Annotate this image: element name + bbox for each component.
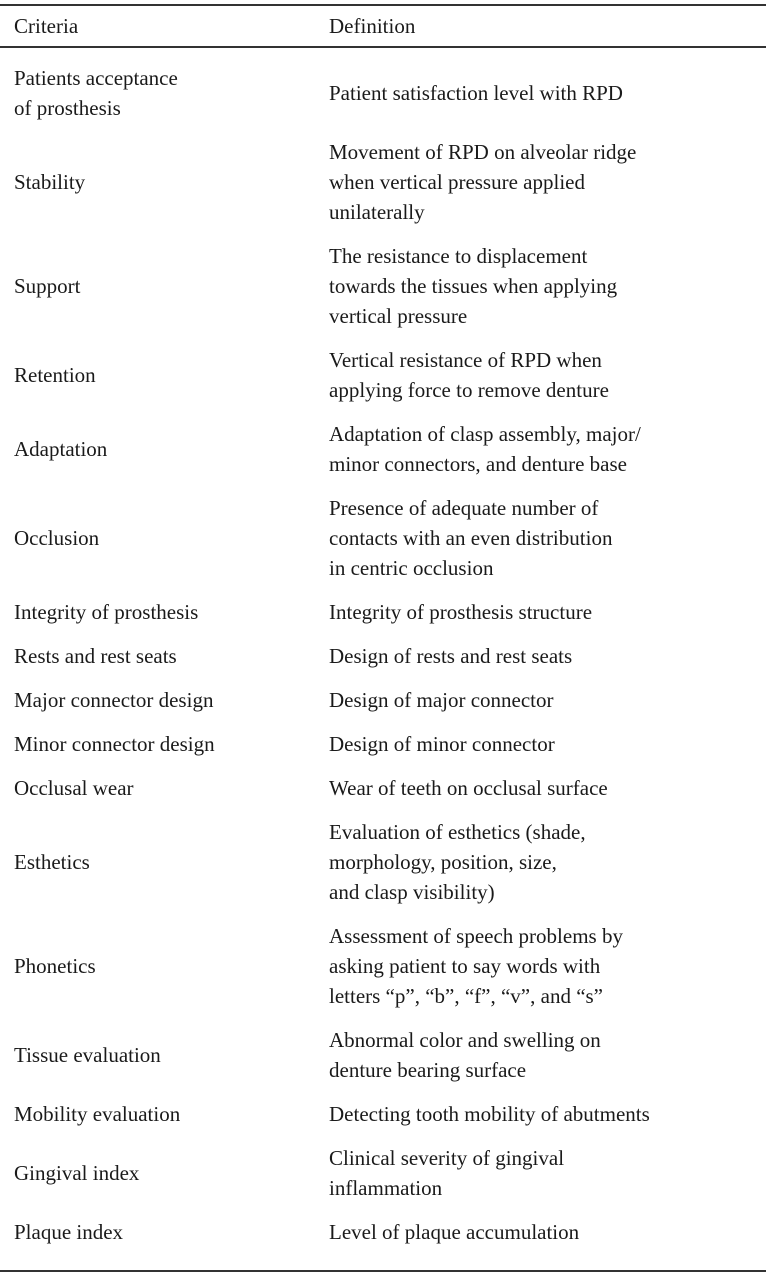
definition-line: inflammation	[329, 1176, 443, 1200]
definition-line: and clasp visibility)	[329, 880, 495, 904]
definition-line: Clinical severity of gingival	[329, 1146, 565, 1170]
definition-cell	[329, 345, 609, 405]
criteria-cell	[14, 951, 96, 981]
table-row	[0, 678, 766, 722]
criteria-cell	[14, 685, 213, 715]
definition-cell	[329, 597, 592, 627]
definition-cell	[329, 817, 586, 907]
definition-line: Design of major connector	[329, 688, 554, 712]
definition-line: towards the tissues when applying	[329, 274, 618, 298]
criteria-cell	[14, 847, 90, 877]
definition-cell	[329, 493, 612, 583]
table-row	[0, 1092, 766, 1136]
criteria-cell	[14, 597, 198, 627]
table-row	[0, 1018, 766, 1092]
criteria-line: Stability	[14, 170, 86, 194]
definition-line: morphology, position, size,	[329, 850, 557, 874]
definition-line: unilaterally	[329, 200, 425, 224]
criteria-cell	[14, 360, 96, 390]
criteria-line: Phonetics	[14, 954, 96, 978]
criteria-line: Rests and rest seats	[14, 644, 177, 668]
table-row	[0, 1136, 766, 1210]
criteria-line: of prosthesis	[14, 96, 121, 120]
criteria-cell	[14, 63, 178, 123]
criteria-cell	[14, 523, 99, 553]
criteria-line: Gingival index	[14, 1161, 140, 1185]
criteria-line: Support	[14, 274, 81, 298]
definition-line: Wear of teeth on occlusal surface	[329, 776, 608, 800]
definition-cell	[329, 137, 636, 227]
table-row	[0, 590, 766, 634]
definition-line: Vertical resistance of RPD when	[329, 348, 602, 372]
definition-line: Design of rests and rest seats	[329, 644, 573, 668]
header-definition: Definition	[329, 14, 416, 38]
criteria-cell	[14, 773, 134, 803]
criteria-cell	[14, 1158, 139, 1188]
criteria-line: Major connector design	[14, 688, 214, 712]
criteria-cell	[14, 1040, 161, 1070]
definition-line: contacts with an even distribution	[329, 526, 613, 550]
definition-line: Assessment of speech problems by	[329, 924, 623, 948]
table-row	[0, 634, 766, 678]
definition-line: Integrity of prosthesis structure	[329, 600, 593, 624]
definition-line: Detecting tooth mobility of abutments	[329, 1102, 650, 1126]
criteria-cell	[14, 271, 81, 301]
definition-cell	[329, 773, 608, 803]
table-row	[0, 486, 766, 590]
definition-line: applying force to remove denture	[329, 378, 609, 402]
criteria-line: Retention	[14, 363, 96, 387]
definition-line: in centric occlusion	[329, 556, 494, 580]
table-row	[0, 56, 766, 130]
table-row	[0, 766, 766, 810]
table-row	[0, 1210, 766, 1254]
criteria-cell	[14, 167, 85, 197]
table-row	[0, 412, 766, 486]
criteria-cell	[14, 729, 215, 759]
definition-line: Adaptation of clasp assembly, major/	[329, 422, 641, 446]
criteria-cell	[14, 1217, 123, 1247]
table-row	[0, 234, 766, 338]
criteria-line: Minor connector design	[14, 732, 215, 756]
definition-line: when vertical pressure applied	[329, 170, 585, 194]
table-bottom-rule	[0, 1270, 766, 1272]
definition-line: Presence of adequate number of	[329, 496, 599, 520]
definition-line: minor connectors, and denture base	[329, 452, 627, 476]
definition-cell	[329, 1099, 650, 1129]
criteria-cell	[14, 434, 107, 464]
definition-line: Movement of RPD on alveolar ridge	[329, 140, 637, 164]
criteria-line: Patients acceptance	[14, 66, 178, 90]
definition-line: The resistance to displacement	[329, 244, 588, 268]
definition-line: letters “p”, “b”, “f”, “v”, and “s”	[329, 984, 604, 1008]
criteria-line: Adaptation	[14, 437, 108, 461]
definition-cell	[329, 241, 617, 331]
criteria-line: Tissue evaluation	[14, 1043, 161, 1067]
definition-line: asking patient to say words with	[329, 954, 601, 978]
definition-cell	[329, 78, 623, 108]
definition-line: Abnormal color and swelling on	[329, 1028, 601, 1052]
criteria-line: Integrity of prosthesis	[14, 600, 199, 624]
definition-cell	[329, 419, 641, 479]
definition-cell	[329, 641, 572, 671]
criteria-line: Plaque index	[14, 1220, 124, 1244]
table-row	[0, 722, 766, 766]
table-row	[0, 338, 766, 412]
table-row	[0, 130, 766, 234]
definition-cell	[329, 921, 623, 1011]
criteria-line: Esthetics	[14, 850, 90, 874]
definition-line: Patient satisfaction level with RPD	[329, 81, 623, 105]
criteria-line: Occlusal wear	[14, 776, 134, 800]
criteria-cell	[14, 1099, 180, 1129]
definition-line: vertical pressure	[329, 304, 468, 328]
definition-cell	[329, 1025, 601, 1085]
definition-line: Evaluation of esthetics (shade,	[329, 820, 586, 844]
table-header-row	[0, 6, 766, 46]
definition-cell	[329, 1217, 579, 1247]
header-criteria: Criteria	[14, 14, 79, 38]
definition-cell	[329, 685, 554, 715]
definition-line: Design of minor connector	[329, 732, 555, 756]
table-header-rule	[0, 46, 766, 48]
definition-cell	[329, 729, 555, 759]
criteria-line: Mobility evaluation	[14, 1102, 181, 1126]
definition-line: Level of plaque accumulation	[329, 1220, 580, 1244]
table-row	[0, 914, 766, 1018]
table-row	[0, 810, 766, 914]
definition-line: denture bearing surface	[329, 1058, 527, 1082]
criteria-cell	[14, 641, 177, 671]
definition-cell	[329, 1143, 564, 1203]
criteria-line: Occlusion	[14, 526, 100, 550]
